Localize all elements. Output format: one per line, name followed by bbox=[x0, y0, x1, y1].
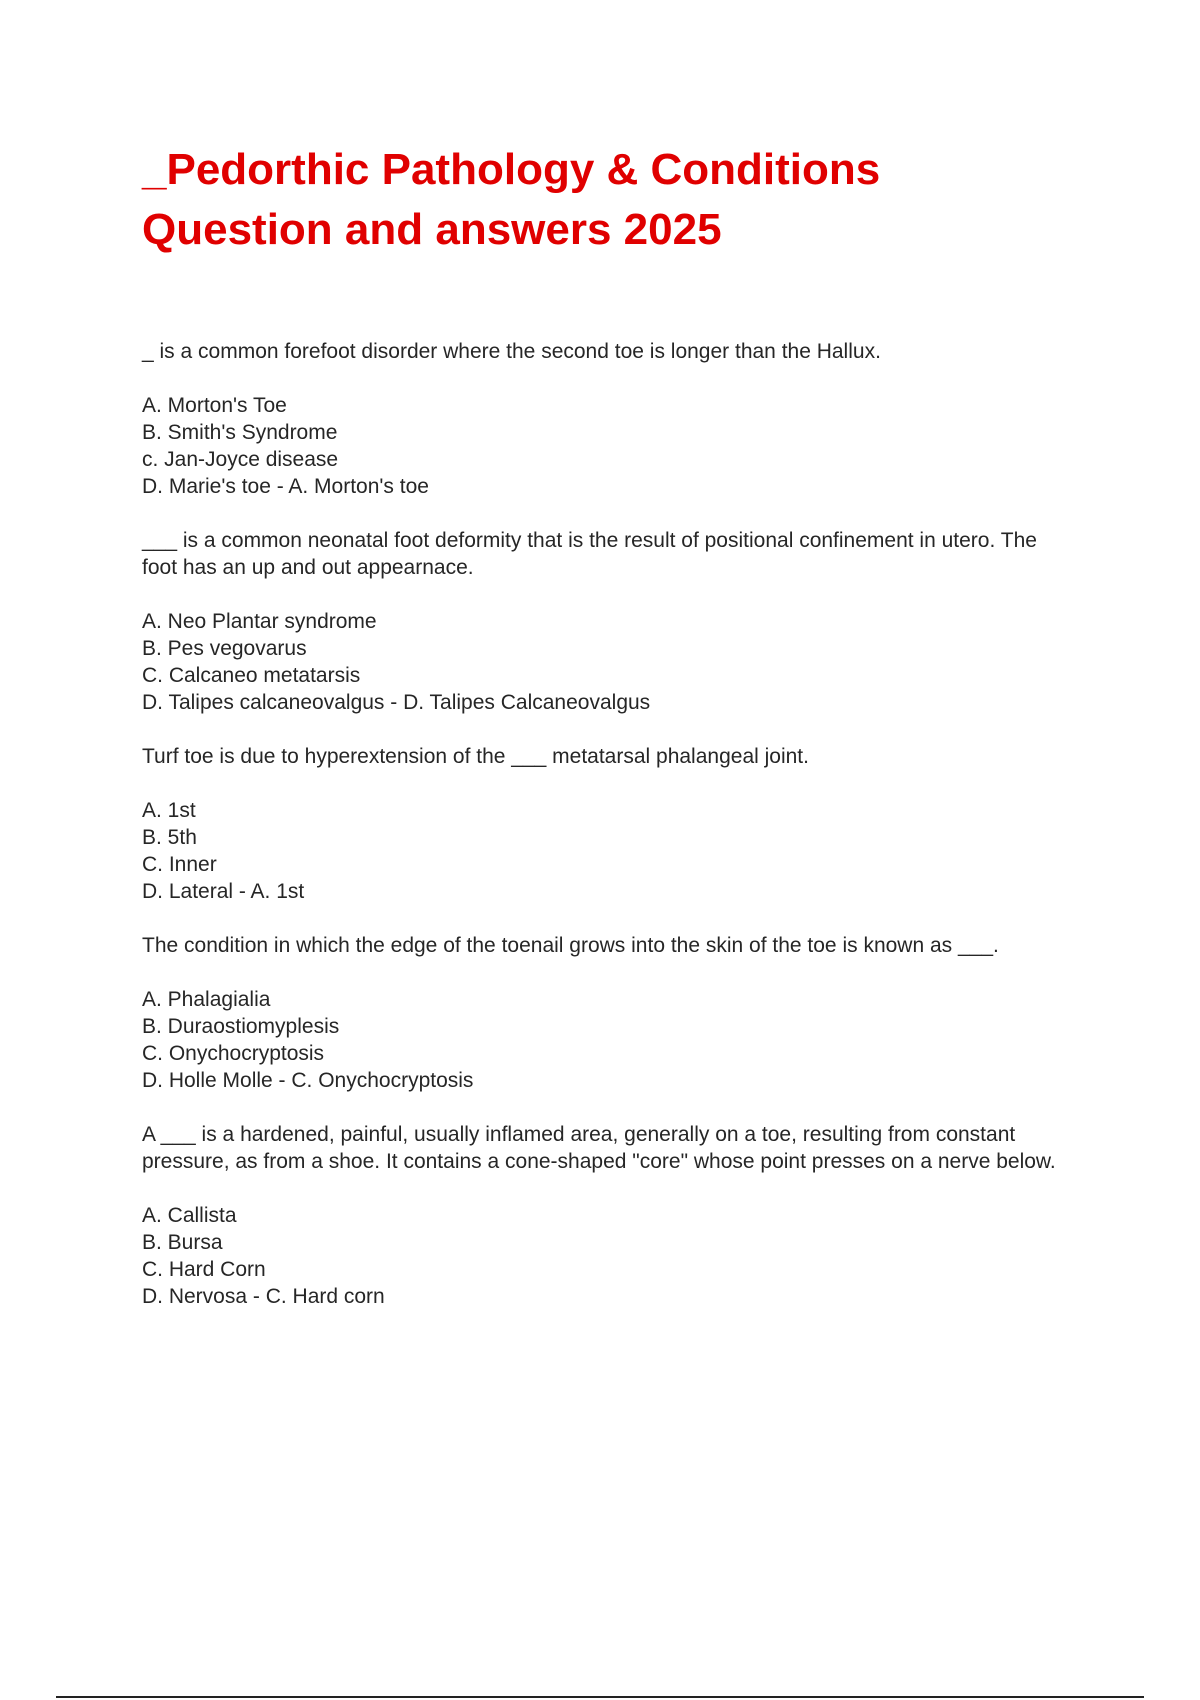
answer-option-a: A. 1st bbox=[142, 799, 196, 822]
document-title bbox=[142, 140, 1102, 260]
answer-option-d-with-answer: D. Nervosa - C. Hard corn bbox=[142, 1285, 385, 1308]
question-list bbox=[142, 338, 1062, 1337]
answer-option-b: B. Bursa bbox=[142, 1231, 223, 1254]
answer-option-a: A. Callista bbox=[142, 1204, 237, 1227]
answer-options bbox=[142, 1202, 1062, 1310]
question-block-4 bbox=[142, 932, 1062, 1094]
answer-option-c: C. Inner bbox=[142, 853, 217, 876]
answer-option-d-with-answer: D. Marie's toe - A. Morton's toe bbox=[142, 475, 429, 498]
question-text: A ___ is a hardened, painful, usually inflamed area, generally on a toe, resulting from constant pressure, as from a shoe. It contains a cone-shaped "core" whose point presses on a nerve below. bbox=[142, 1123, 1056, 1173]
answer-option-b: B. Smith's Syndrome bbox=[142, 421, 338, 444]
answer-option-a: A. Phalagialia bbox=[142, 988, 271, 1011]
answer-options bbox=[142, 986, 1062, 1094]
answer-option-d-with-answer: D. Talipes calcaneovalgus - D. Talipes Calcaneovalgus bbox=[142, 691, 651, 714]
answer-option-a: A. Neo Plantar syndrome bbox=[142, 610, 377, 633]
question-block-3 bbox=[142, 743, 1062, 905]
answer-option-c: C. Hard Corn bbox=[142, 1258, 266, 1281]
answer-options bbox=[142, 797, 1062, 905]
question-text: Turf toe is due to hyperextension of the ___ metatarsal phalangeal joint. bbox=[142, 745, 809, 768]
answer-options bbox=[142, 392, 1062, 500]
answer-option-d-with-answer: D. Lateral - A. 1st bbox=[142, 880, 305, 903]
document-title-line-2: Question and answers 2025 bbox=[142, 205, 722, 254]
answer-option-b: B. Duraostiomyplesis bbox=[142, 1015, 340, 1038]
question-text: The condition in which the edge of the toenail grows into the skin of the toe is known as ___. bbox=[142, 934, 999, 957]
answer-option-c: C. Onychocryptosis bbox=[142, 1042, 325, 1065]
answer-option-b: B. Pes vegovarus bbox=[142, 637, 307, 660]
question-block-5 bbox=[142, 1121, 1062, 1310]
question-block-2 bbox=[142, 527, 1062, 716]
question-block-1 bbox=[142, 338, 1062, 500]
answer-option-d-with-answer: D. Holle Molle - C. Onychocryptosis bbox=[142, 1069, 474, 1092]
answer-option-b: B. 5th bbox=[142, 826, 197, 849]
page-bottom-divider bbox=[56, 1696, 1144, 1698]
document-title-line-1: _Pedorthic Pathology & Conditions bbox=[142, 145, 881, 194]
answer-option-c: c. Jan-Joyce disease bbox=[142, 448, 339, 471]
answer-option-c: C. Calcaneo metatarsis bbox=[142, 664, 361, 687]
answer-option-a: A. Morton's Toe bbox=[142, 394, 287, 417]
question-text: _ is a common forefoot disorder where the second toe is longer than the Hallux. bbox=[142, 340, 881, 363]
answer-options bbox=[142, 608, 1062, 716]
question-text: ___ is a common neonatal foot deformity that is the result of positional confinement in utero. The foot has an up and out appearnace. bbox=[142, 529, 1037, 579]
